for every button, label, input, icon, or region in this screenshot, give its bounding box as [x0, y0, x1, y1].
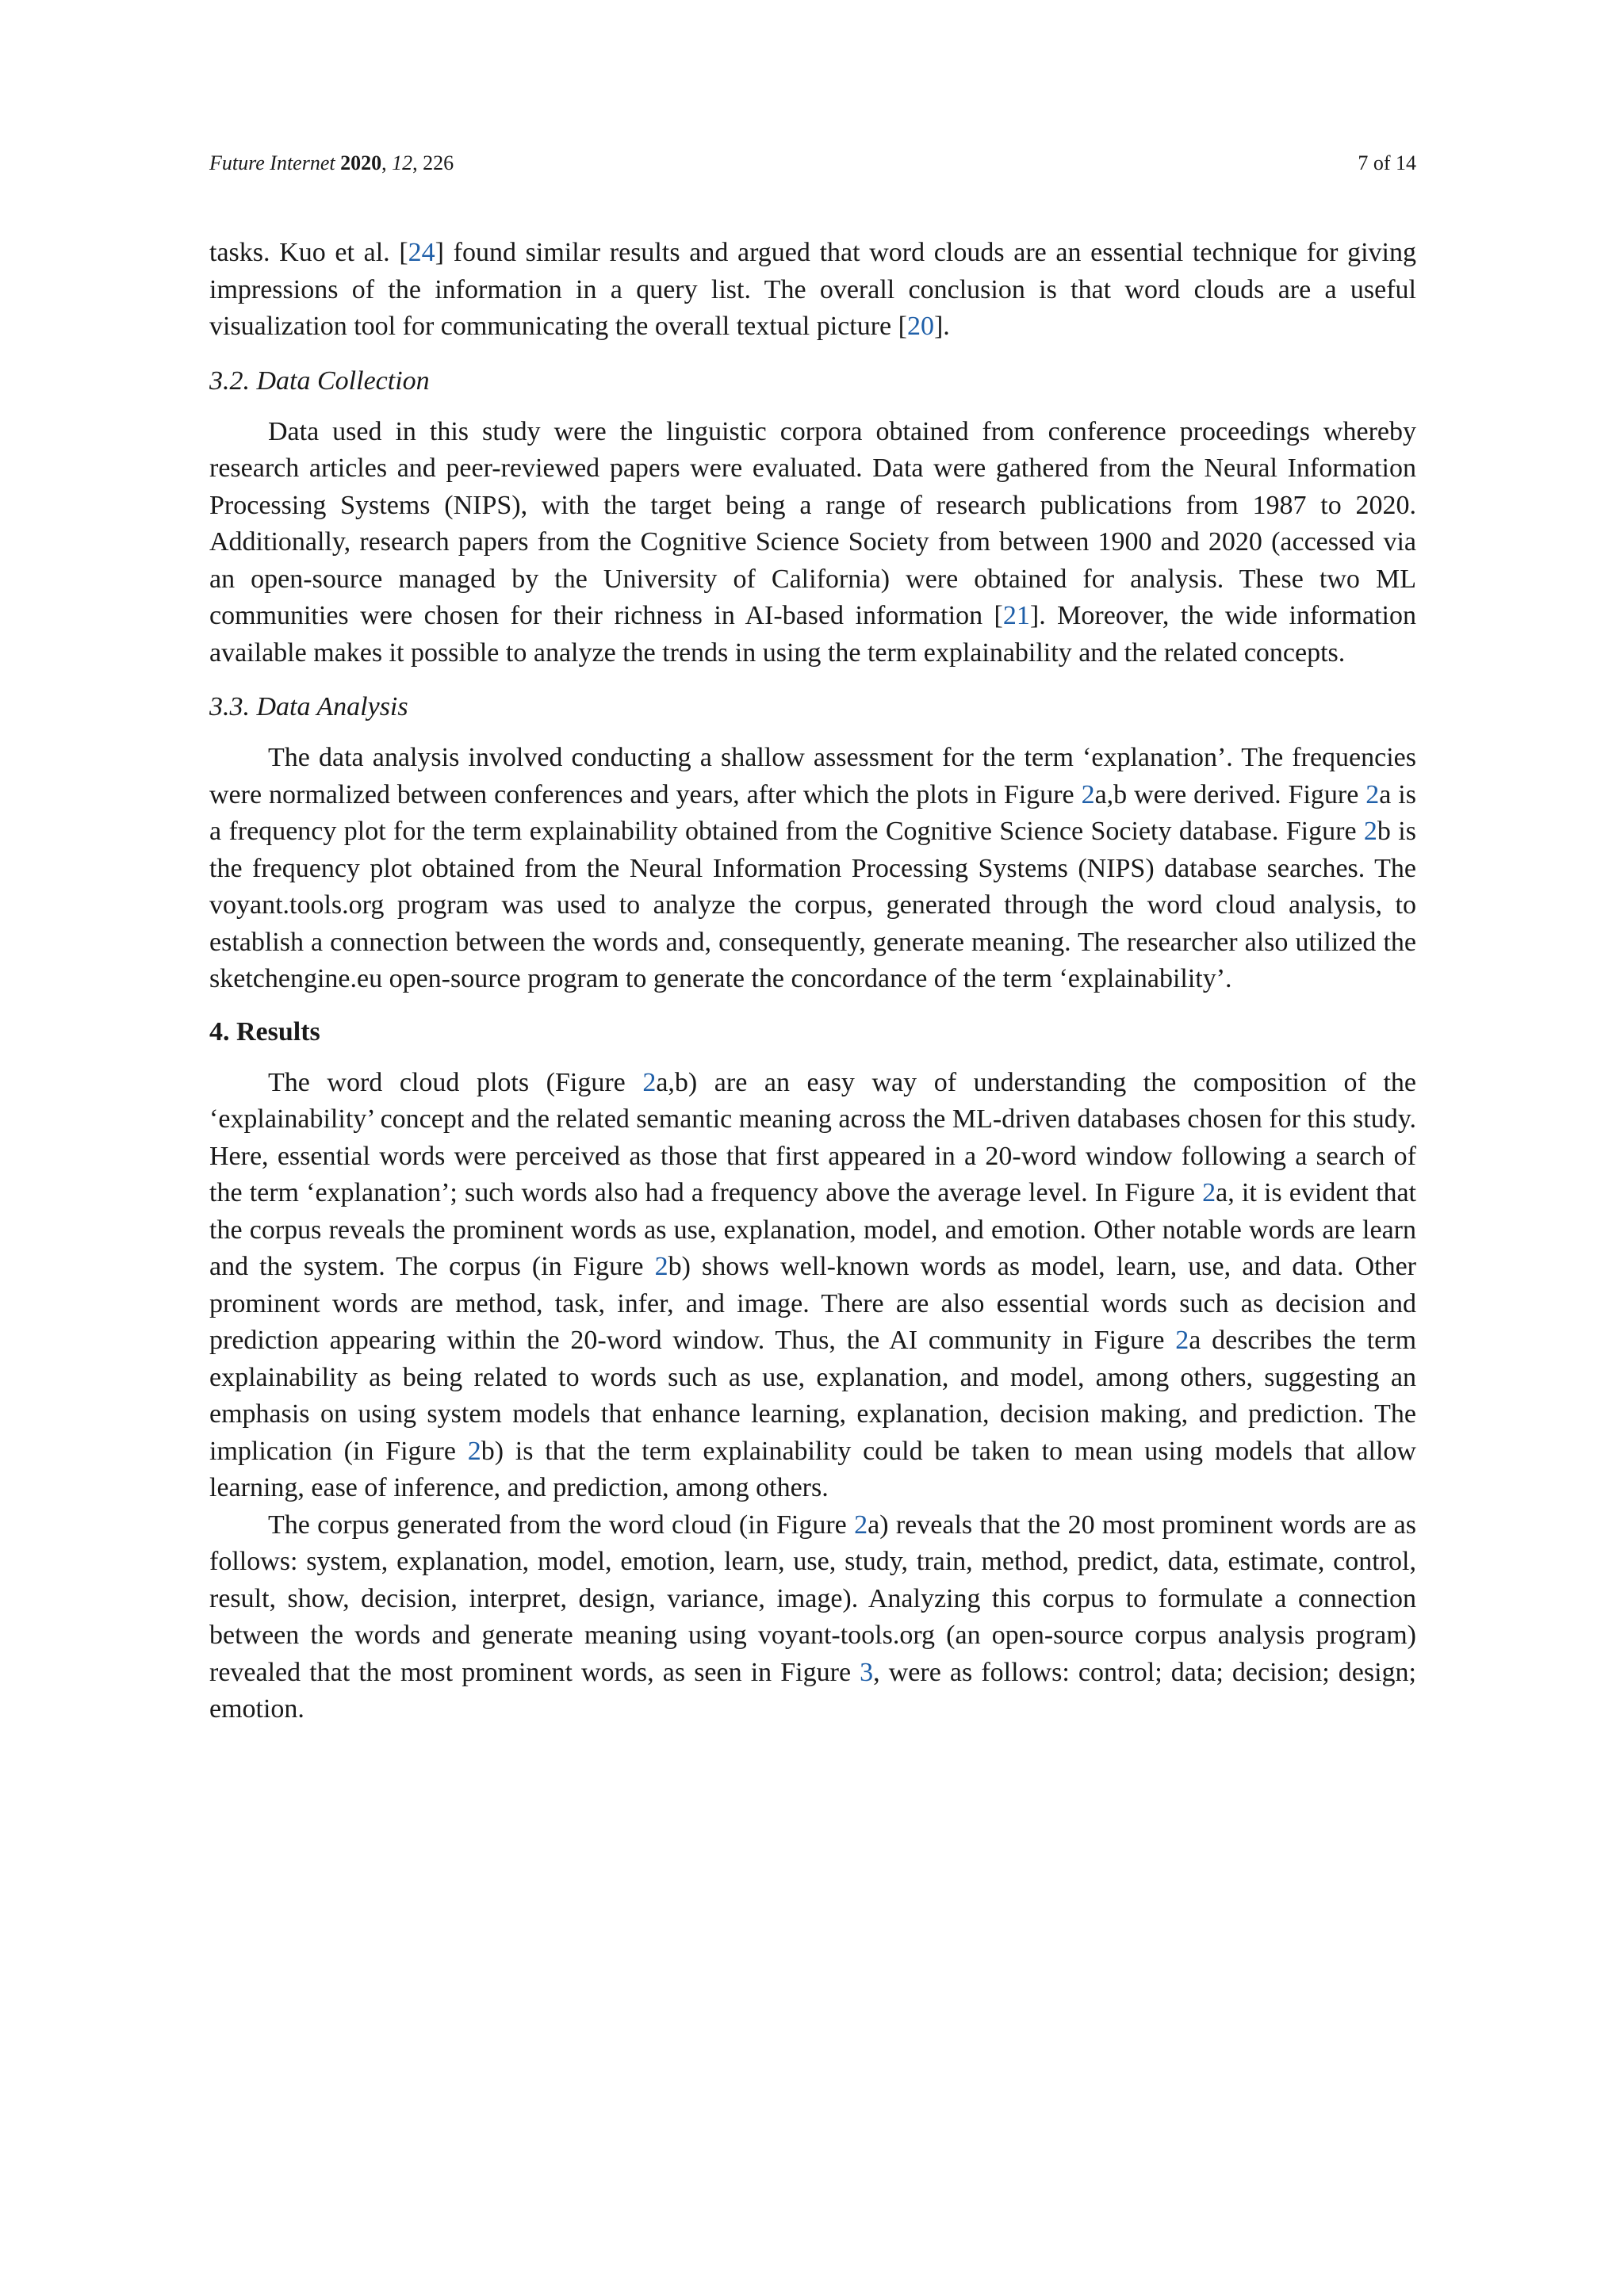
citation-link[interactable]: 24 [408, 238, 435, 267]
figure-link[interactable]: 2 [1175, 1326, 1189, 1355]
journal-citation: Future Internet 2020, 12, 226 [209, 151, 454, 174]
section-heading-results: 4. Results [209, 1016, 320, 1047]
figure-link[interactable]: 2 [1363, 817, 1377, 846]
paragraph-data-collection: Data used in this study were the linguistic corpora obtained from conference proceedings whereby research articles and peer-reviewed papers were evaluated. Data were gathered from the Neural Information Processing Systems (NIPS), with the target being a range of research publications from 1987 to 2020. Additionally, research papers from the Cognitive Science Society from between 1900 and 2020 (accessed via an open-source managed by the University of California) were obtained for analysis. These two ML communities were chosen for their richness in AI-based information [21]. Moreover, the wide information available makes it possible to analyze the trends in using the term explainability and the related concepts. [209, 416, 1416, 668]
figure-link[interactable]: 2 [1081, 779, 1095, 809]
section-heading-data-analysis: 3.3. Data Analysis [209, 692, 408, 721]
paragraph-results-1: The word cloud plots (Figure 2a,b) are an easy way of understanding the composition of the ‘explainability’ concept and the related semantic meaning across the ML-driven databases chosen for this study. Here, essential words were perceived as those that first appeared in a 20-word window following a search of the term ‘explanation’; such words also had a frequency above the average level. In Figure 2a, it is evident that the corpus reveals the prominent words as use, explanation, model, and emotion. Other notable words are learn and the system. The corpus (in Figure 2b) shows well-known words as model, learn, use, and data. Other prominent words are method, task, infer, and image. There are also essential words such as decision and prediction appearing within the 20-word window. Thus, the AI community in Figure 2a describes the term explainability as being related to words such as use, explanation, and model, among others, suggesting an emphasis on using system models that enhance learning, explanation, decision making, and prediction. The implication (in Figure 2b) is that the term explainability could be taken to mean using models that allow learning, ease of inference, and prediction, among others. [209, 1067, 1417, 1502]
page-number: 7 of 14 [1358, 151, 1416, 174]
figure-link[interactable]: 2 [1202, 1178, 1216, 1207]
paragraph-continued: tasks. Kuo et al. [24] found similar results and argued that word clouds are an essential technique for giving impressions of the information in a query list. The overall conclusion is that word clouds are a useful visualization tool for communicating the overall textual picture [20]. [209, 238, 1416, 341]
page-body [209, 235, 1416, 1728]
figure-link[interactable]: 2 [642, 1067, 657, 1097]
article-number: , 226 [412, 151, 454, 174]
citation-link[interactable]: 21 [1002, 601, 1030, 630]
paragraph-data-analysis: The data analysis involved conducting a shallow assessment for the term ‘explanation’. The frequencies were normalized between conferences and years, after which the plots in Figure 2a,b were derived. Figure 2a is a frequency plot for the term explainability obtained from the Cognitive Science Society database. Figure 2b is the frequency plot obtained from the Neural Information Processing Systems (NIPS) database searches. The voyant.tools.org program was used to analyze the corpus, generated through the word cloud analysis, to establish a connection between the words and, consequently, generate meaning. The researcher also utilized the sketchengine.eu open-source program to generate the concordance of the term ‘explainability’. [209, 743, 1416, 993]
figure-link[interactable]: 2 [654, 1252, 668, 1281]
figure-link[interactable]: 2 [467, 1436, 481, 1466]
running-header [209, 147, 1416, 179]
journal-year: 2020 [340, 151, 382, 174]
paragraph-results-2: The corpus generated from the word cloud (in Figure 2a) reveals that the 20 most prominent words are as follows: system, explanation, model, emotion, learn, use, study, train, method, predict, data, estimate, control, result, show, decision, interpret, design, variance, image). Analyzing this corpus to formulate a connection between the words and generate meaning using voyant-tools.org (an open-source corpus analysis program) revealed that the most prominent words, as seen in Figure 3, were as follows: control; data; decision; design; emotion. [209, 1510, 1417, 1724]
section-heading-data-collection: 3.2. Data Collection [209, 365, 430, 396]
figure-link[interactable]: 3 [860, 1657, 874, 1687]
journal-name: Future Internet [209, 151, 335, 174]
citation-link[interactable]: 20 [906, 312, 934, 341]
figure-link[interactable]: 2 [854, 1510, 868, 1540]
figure-link[interactable]: 2 [1365, 779, 1380, 809]
journal-volume: 12 [392, 151, 413, 174]
